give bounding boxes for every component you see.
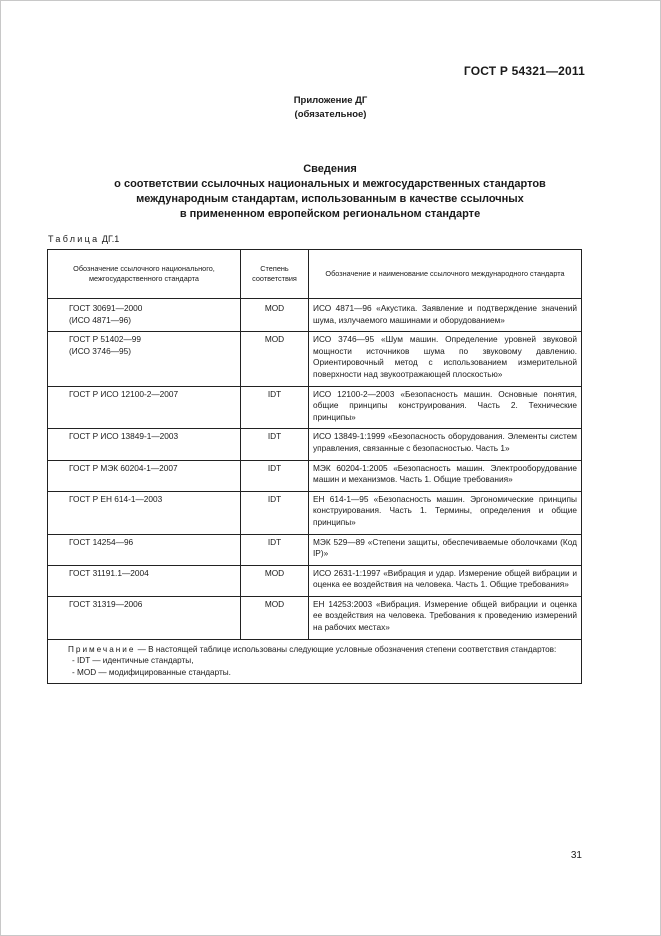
table-row [48,565,582,596]
cell-national-standard [48,565,241,596]
table-row [48,491,582,534]
cell-international-standard: ЕН 14253:2003 «Вибрация. Измерение общей вибрации и оценка ее воздействия на человека. Требования к проведению измерений на рабочих местах» [309,596,582,639]
column-header-international: Обозначение и наименование ссылочного международного стандарта [309,250,582,299]
table-row [48,332,582,386]
national-standard-line: ГОСТ Р МЭК 60204-1—2007 [69,462,178,473]
table-note [48,639,582,683]
heading-line: о соответствии ссылочных национальных и межгосударственных стандартов [114,178,546,190]
cell-national-standard [48,596,241,639]
cell-degree: MOD [241,299,309,332]
cell-national-standard [48,491,241,534]
reference-table [47,249,582,684]
cell-degree: IDT [241,534,309,565]
document-code: ГОСТ Р 54321—2011 [463,64,585,78]
national-standard-line: ГОСТ Р 51402—99 [69,334,142,345]
cell-international-standard: ИСО 2631-1:1997 «Вибрация и удар. Измерение общей вибрации и оценка ее воздействия на человека. Часть 1. Общие требования» [309,565,582,596]
heading-line: в примененном европейском региональном стандарте [179,208,481,220]
table-label [48,234,119,244]
cell-national-standard [48,534,241,565]
heading-line: Сведения [303,163,357,175]
cell-national-standard [48,386,241,429]
cell-international-standard: ЕН 614-1—95 «Безопасность машин. Эргономические принципы конструирования. Часть 1. Термины, определения и общие принципы» [309,491,582,534]
table-header-row [48,250,582,299]
note-item: - IDT — идентичные стандарты, [72,656,194,666]
cell-national-standard [48,332,241,386]
table-label-id: ДГ.1 [101,234,120,244]
cell-degree: IDT [241,386,309,429]
appendix-subtitle: (обязательное) [294,109,367,120]
page-number: 31 [570,850,582,861]
table-row [48,534,582,565]
cell-international-standard: ИСО 3746—95 «Шум машин. Определение уровней звуковой мощности источников шума по звуковому давлению. Ориентировочный метод с использованием измерительной поверхности над звукоотражающей плоскостью» [309,332,582,386]
section-heading [40,162,620,222]
cell-degree: MOD [241,332,309,386]
national-standard-line: ГОСТ Р ИСО 13849-1—2003 [69,431,179,442]
cell-international-standard: МЭК 60204-1:2005 «Безопасность машин. Электрооборудование машин и механизмов. Часть 1. Общие требования» [309,460,582,491]
table-body [48,299,582,640]
national-standard-line: ГОСТ 31191.1—2004 [69,567,149,578]
national-standard-line: ГОСТ Р ИСО 12100-2—2007 [69,388,179,399]
national-standard-line: ГОСТ 31319—2006 [69,598,143,609]
cell-national-standard [48,460,241,491]
table-row [48,429,582,460]
table-row [48,460,582,491]
cell-international-standard: ИСО 4871—96 «Акустика. Заявление и подтверждение значений шума, излучаемого машинами и оборудованием» [309,299,582,332]
column-header-national: Обозначение ссылочного национального, межгосударственного стандарта [48,250,241,299]
note-item: - MOD — модифицированные стандарты. [72,668,231,678]
appendix-title: Приложение ДГ [293,95,368,106]
cell-international-standard: МЭК 529—89 «Степени защиты, обеспечиваемые оболочками (Код IP)» [309,534,582,565]
table-label-lead: Таблица [48,234,100,244]
note-text: — В настоящей таблице использованы следующие условные обозначения степени соответствия стандартов: [135,644,557,654]
cell-degree: MOD [241,596,309,639]
note-lead: Примечание [68,644,136,654]
cell-degree: IDT [241,460,309,491]
national-standard-line: ГОСТ 14254—96 [69,536,134,547]
national-standard-line: (ИСО 4871—96) [69,314,132,325]
cell-degree: MOD [241,565,309,596]
cell-international-standard: ИСО 12100-2—2003 «Безопасность машин. Основные понятия, общие принципы конструирования. Часть 2. Технические принципы» [309,386,582,429]
national-standard-line: ГОСТ Р ЕН 614-1—2003 [69,493,163,504]
cell-international-standard: ИСО 13849-1:1999 «Безопасность оборудования. Элементы систем управления, связанные с безопасностью. Часть 1» [309,429,582,460]
table-row [48,386,582,429]
national-standard-line: (ИСО 3746—95) [69,345,132,356]
cell-degree: IDT [241,429,309,460]
table-row [48,299,582,332]
heading-line: международным стандартам, использованным в качестве ссылочных [136,193,524,205]
cell-degree: IDT [241,491,309,534]
national-standard-line: ГОСТ 30691—2000 [69,303,143,313]
table-row [48,596,582,639]
cell-national-standard [48,299,241,332]
column-header-degree: Степень соответствия [241,250,309,299]
cell-national-standard [48,429,241,460]
